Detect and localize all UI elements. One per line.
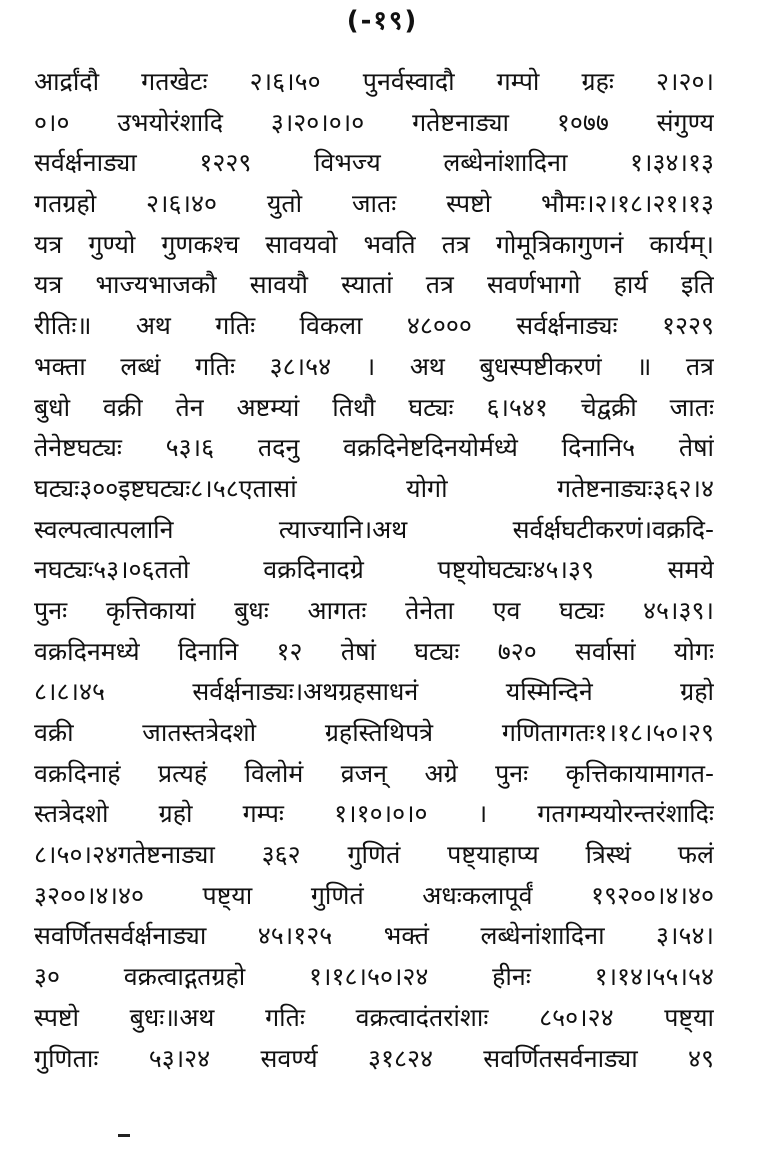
text-line: बुधो वक्री तेन अष्टम्यां तिथौ घट्यः ६।५४१ चेद्वक्री जातः: [34, 392, 714, 422]
stray-ink-mark: [118, 1134, 130, 1137]
text-line: भक्ता लब्धं गतिः ३८।५४ । अथ बुधस्पष्टीकरणं ॥ तत्र: [34, 351, 714, 381]
body-text: [34, 62, 714, 1079]
text-line: घट्यः३००इष्टघट्यः८।५८एतासां योगो गतेष्टनाड्यः३६२।४: [34, 473, 714, 503]
text-line: गतग्रहो २।६।४० युतो जातः स्पष्टो भौमः।२।१८।२१।१३: [34, 189, 714, 219]
text-line: ३२००।४।४० पष्ट्या गुणितं अधःकलापूर्वं १९२००।४।४०: [34, 880, 714, 910]
text-line: ८।५०।२४गतेष्टनाड्या ३६२ गुणितं पष्ट्याहाप्य त्रिस्थं फलं: [34, 840, 714, 870]
text-line: सर्वर्क्षनाड्या १२२९ विभज्य लब्धेनांशादिना १।३४।१३: [34, 148, 714, 178]
text-line: सवर्णितसर्वर्क्षनाड्या ४५।१२५ भक्तं लब्धेनांशादिना ३।५४।: [34, 921, 714, 951]
text-line: नघट्यः५३।०६ततो वक्रदिनादग्रे पष्ट्योघट्यः४५।३९ समये: [34, 555, 714, 585]
text-line: रीतिः॥ अथ गतिः विकला ४८००० सर्वर्क्षनाड्यः १२२९: [34, 311, 714, 341]
text-line: आर्द्रांदौ गतखेटः २।६।५० पुनर्वस्वादौ गम्पो ग्रहः २।२०।: [34, 67, 714, 96]
text-line: स्तत्रेदशो ग्रहो गम्पः १।१०।०।० । गतगम्ययोरन्तरंशादिः: [34, 799, 714, 829]
text-line: स्वल्पत्वात्पलानि त्याज्यानि।अथ सर्वर्क्षघटीकरणं।वक्रदि-: [34, 514, 714, 544]
text-line: तेनेष्टघट्यः ५३।६ तदनु वक्रदिनेष्टदिनयोर्मध्ये दिनानि५ तेषां: [34, 433, 714, 463]
text-line: यत्र भाज्यभाजकौ सावयौ स्यातां तत्र सवर्णभागो हार्य इति: [34, 270, 714, 300]
page-number: (-१९): [346, 6, 419, 36]
text-line: ८।८।४५ सर्वर्क्षनाड्यः।अथग्रहसाधनं यस्मिन्दिने ग्रहो: [34, 677, 714, 707]
text-line: वक्री जातस्तत्रेदशो ग्रहस्तिथिपत्रे गणितागतः१।१८।५०।२९: [34, 718, 714, 747]
text-line: पुनः कृत्तिकायां बुधः आगतः तेनेता एव घट्यः ४५।३९।: [34, 595, 714, 625]
text-line: वक्रदिनाहं प्रत्यहं विलोमं व्रजन् अग्रे पुनः कृत्तिकायामागत-: [34, 758, 714, 788]
text-line: ३० वक्रत्वाद्गतग्रहो १।१८।५०।२४ हीनः १।१४।५५।५४: [34, 962, 714, 992]
text-line: वक्रदिनमध्ये दिनानि १२ तेषां घट्यः ७२० सर्वासां योगः: [34, 636, 714, 666]
text-line: यत्र गुण्यो गुणकश्च सावयवो भवति तत्र गोमूत्रिकागुणनं कार्यम्।: [34, 229, 714, 259]
text-line: गुणिताः ५३।२४ सवर्ण्य ३१८२४ सवर्णितसर्वनाड्या ४९: [34, 1043, 714, 1073]
text-line: स्पष्टो बुधः॥अथ गतिः वक्रत्वादंतरांशाः ८५०।२४ पष्ट्या: [34, 1002, 714, 1032]
text-line: ०।० उभयोरंशादि ३।२०।०।० गतेष्टनाड्या १०७७ संगुण्य: [34, 107, 714, 137]
